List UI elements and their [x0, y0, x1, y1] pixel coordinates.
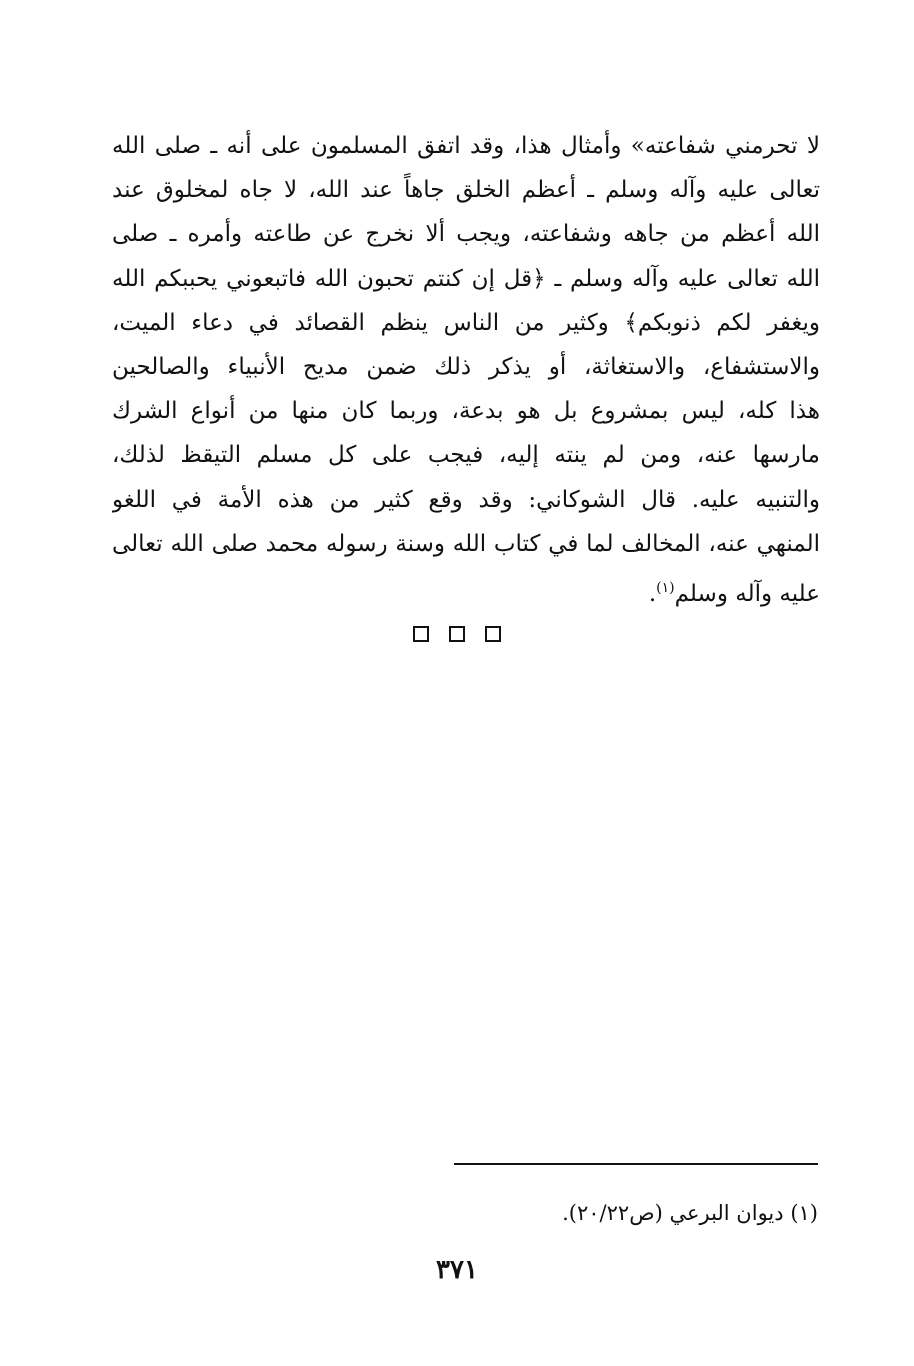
section-separator — [0, 626, 914, 642]
footnote — [562, 1196, 818, 1230]
square-ornament-icon — [449, 626, 465, 642]
footnote-number: (١) — [790, 1201, 818, 1225]
footnote-reference[interactable]: (١) — [656, 579, 675, 596]
text-line-8: مارسها عنه، ومن لم ينته إليه، فيجب على كل مسلم التيقظ لذلك، — [112, 442, 820, 469]
text-line-2: تعالى عليه وآله وسلم ـ أعظم الخلق جاهاً عند الله، لا جاه لمخلوق عند — [112, 177, 820, 204]
square-ornament-icon — [413, 626, 429, 642]
text-line-9: والتنبيه عليه. قال الشوكاني: وقد وقع كثير من هذه الأمة في اللغو — [112, 486, 820, 513]
text-line-11-content: عليه وآله وسلم — [674, 580, 820, 607]
footnote-divider — [454, 1163, 818, 1165]
text-line-11 — [112, 566, 820, 610]
text-line-10: المنهي عنه، المخالف لما في كتاب الله وسنة رسوله محمد صلى الله تعالى — [112, 530, 820, 557]
closing-period: . — [648, 580, 657, 607]
main-text-block — [112, 124, 820, 610]
text-line-7: هذا كله، ليس بمشروع بل هو بدعة، وربما كان منها من أنواع الشرك — [112, 398, 820, 425]
text-line-1: لا تحرمني شفاعته» وأمثال هذا، وقد اتفق المسلمون على أنه ـ صلى الله — [112, 133, 820, 159]
footnote-text: ديوان البرعي (ص٢٠/٢٢). — [562, 1201, 784, 1225]
text-line-6: والاستشفاع، والاستغاثة، أو يذكر ذلك ضمن مديح الأنبياء والصالحين — [112, 353, 820, 380]
text-line-3: الله أعظم من جاهه وشفاعته، ويجب ألا نخرج عن طاعته وأمره ـ صلى — [112, 221, 820, 248]
page-number: ٣٧١ — [436, 1255, 478, 1285]
text-line-5: ويغفر لكم ذنوبكم﴾ وكثير من الناس ينظم القصائد في دعاء الميت، — [112, 309, 820, 336]
text-line-4: الله تعالى عليه وآله وسلم ـ ﴿قل إن كنتم تحبون الله فاتبعوني يحببكم الله — [112, 265, 820, 292]
square-ornament-icon — [485, 626, 501, 642]
